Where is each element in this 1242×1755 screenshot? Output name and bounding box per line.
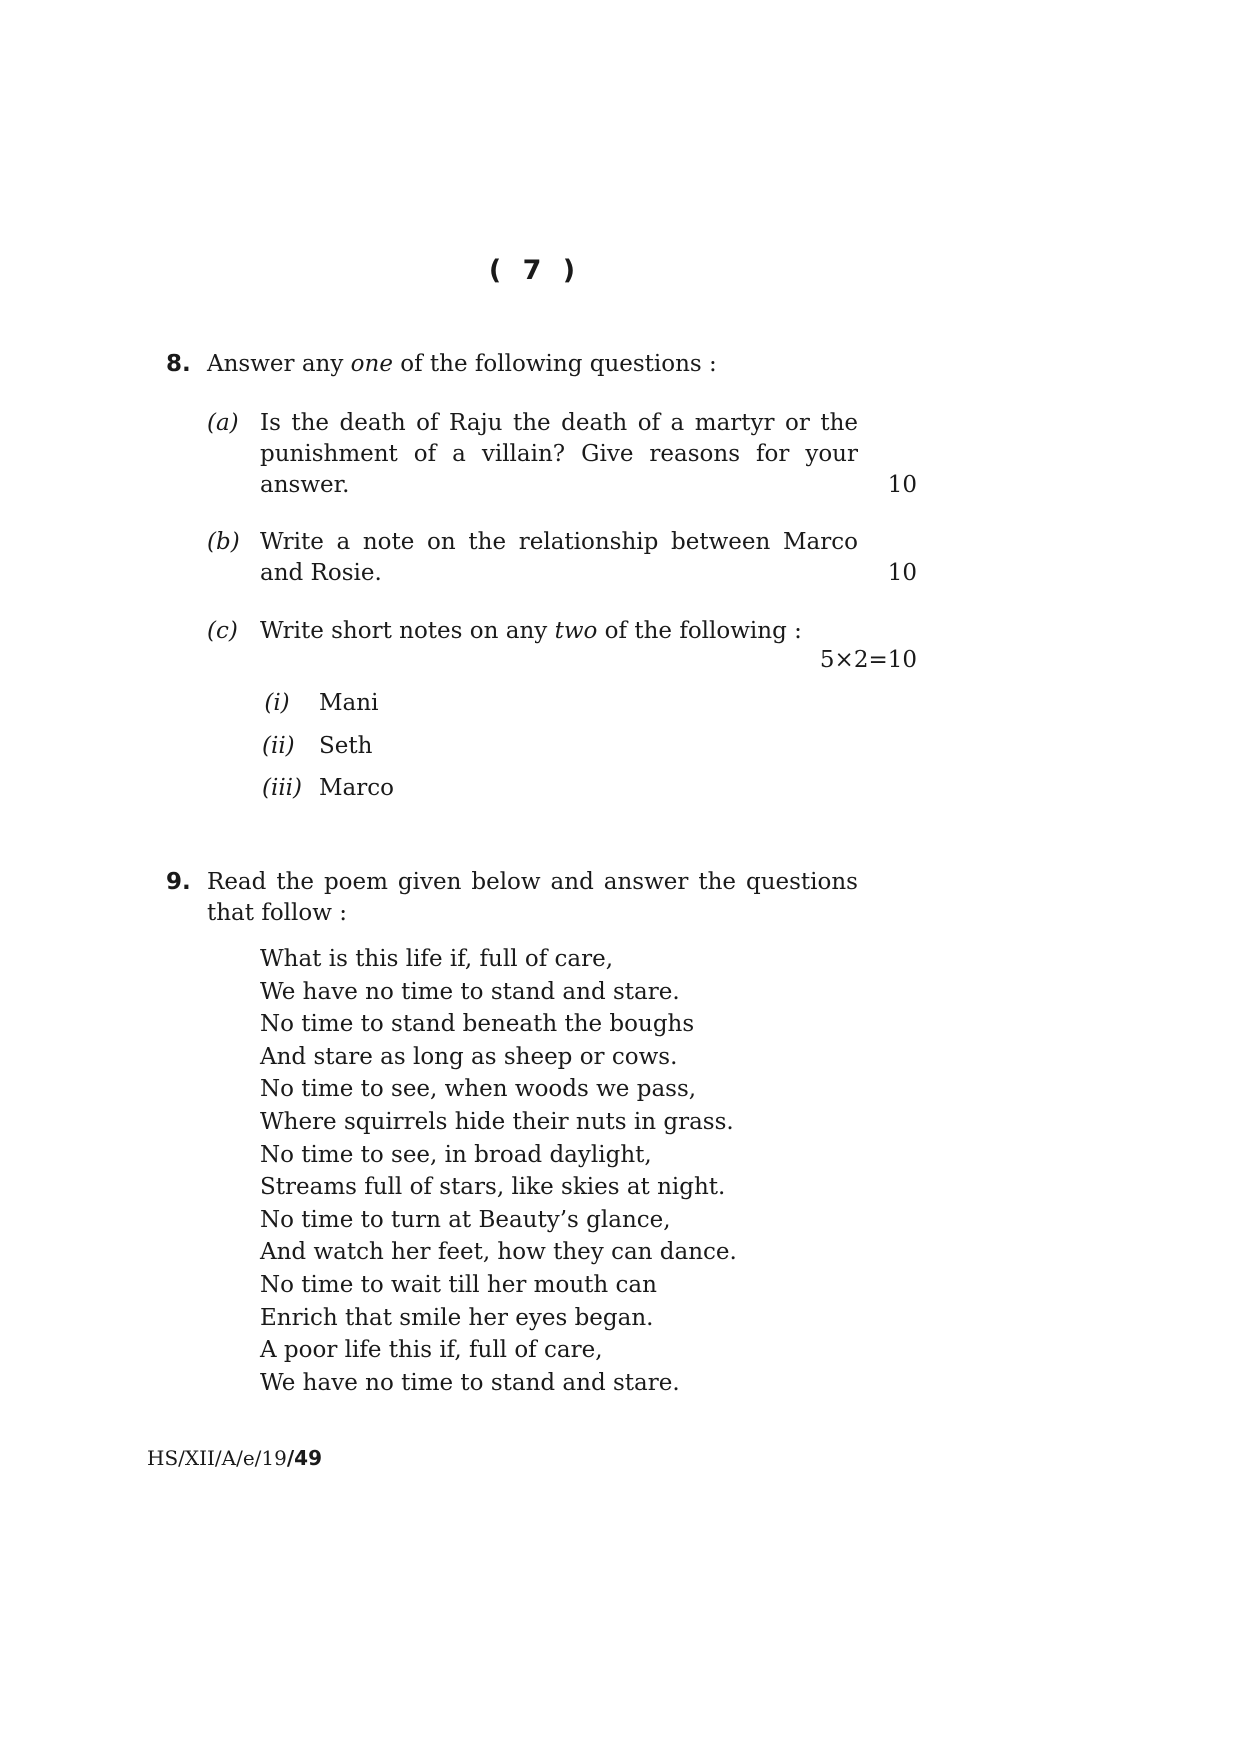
poem-line: And stare as long as sheep or cows. <box>260 1043 678 1070</box>
sub-question-label: (b) <box>207 529 240 555</box>
poem-line: What is this life if, full of care, <box>260 946 614 972</box>
list-item-label: (ii) <box>262 733 295 759</box>
page-number: ( 7 ) <box>488 255 582 286</box>
poem-line: Where squirrels hide their nuts in grass. <box>260 1108 734 1135</box>
poem-line: No time to stand beneath the boughs <box>260 1011 695 1038</box>
list-item: Seth <box>319 733 373 759</box>
poem-line: A poor life this if, full of care, <box>260 1337 603 1364</box>
poem-line: We have no time to stand and stare. <box>260 1369 680 1396</box>
question-intro <box>207 349 717 380</box>
poem-line: No time to see, in broad daylight, <box>260 1141 652 1168</box>
sub-question-text: Is the death of Raju the death of a martyr or the punishment of a villain? Give reasons for your answer. <box>260 410 858 498</box>
sub-question-label: (a) <box>207 410 239 436</box>
list-item-label: (iii) <box>262 775 303 801</box>
paper-code-suffix: /49 <box>286 1446 323 1470</box>
marks: 5×2=10 <box>819 647 917 673</box>
intro-text: of the following questions : <box>392 351 717 377</box>
poem <box>260 943 737 1399</box>
poem-line: And watch her feet, how they can dance. <box>260 1239 737 1266</box>
list-item: Mani <box>319 690 379 716</box>
marks: 10 <box>887 472 917 498</box>
sub-question-text: Write a note on the relationship between Marco and Rosie. <box>260 529 858 586</box>
question-intro: Read the poem given below and answer the questions that follow : <box>207 869 858 926</box>
sub-question-text-part: Write short notes on any <box>260 618 555 644</box>
marks: 10 <box>887 560 917 586</box>
intro-emphasis: one <box>350 351 393 377</box>
poem-line: Enrich that smile her eyes began. <box>260 1304 654 1331</box>
poem-line: We have no time to stand and stare. <box>260 978 680 1005</box>
sub-question-text <box>260 616 802 647</box>
poem-line: No time to wait till her mouth can <box>260 1271 657 1298</box>
question-number: 9. <box>166 869 191 895</box>
sub-question-text-part: of the following : <box>597 618 802 644</box>
sub-question-label: (c) <box>207 618 238 644</box>
poem-line: Streams full of stars, like skies at night. <box>260 1174 726 1201</box>
list-item: Marco <box>319 775 394 801</box>
poem-line: No time to turn at Beauty’s glance, <box>260 1206 671 1233</box>
list-item-label: (i) <box>264 690 290 716</box>
paper-code-text: HS/XII/A/e/19 <box>147 1446 287 1470</box>
poem-line: No time to see, when woods we pass, <box>260 1076 697 1103</box>
paper-code <box>147 1444 322 1472</box>
intro-text: Answer any <box>207 351 351 377</box>
question-number: 8. <box>166 351 191 377</box>
sub-question-emphasis: two <box>554 618 598 644</box>
